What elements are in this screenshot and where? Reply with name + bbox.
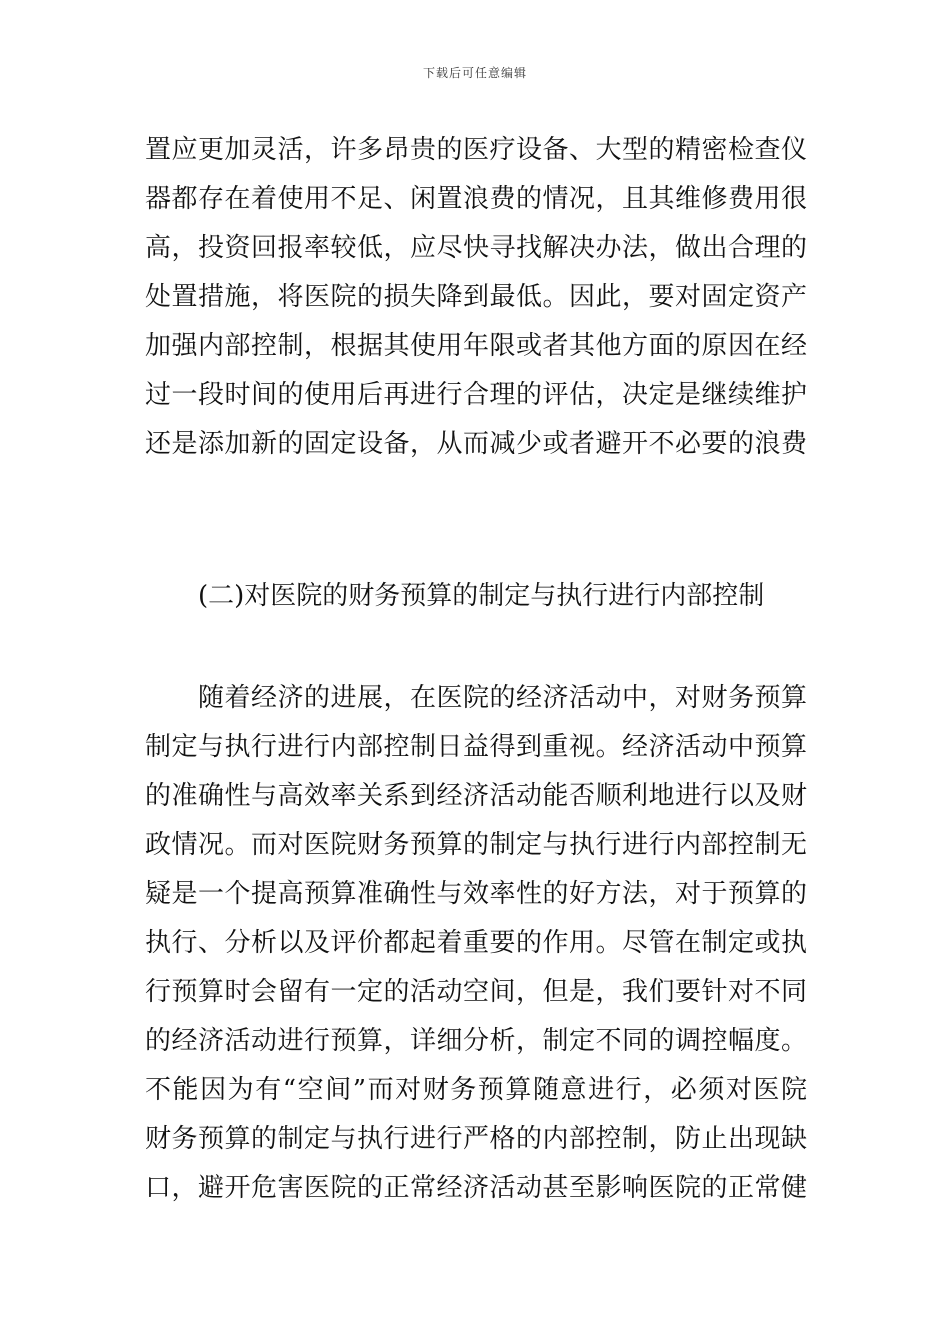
paragraph-line: 的经济活动进行预算，详细分析，制定不同的调控幅度。 bbox=[145, 1026, 807, 1056]
paragraph-line: 政情况。而对医院财务预算的制定与执行进行内部控制无 bbox=[145, 830, 807, 860]
paragraph-line: 口，避开危害医院的正常经济活动甚至影响医院的正常健 bbox=[145, 1173, 807, 1203]
paragraph-line: 疑是一个提高预算准确性与效率性的好方法，对于预算的 bbox=[145, 879, 807, 909]
section-heading: (二)对医院的财务预算的制定与执行进行内部控制 bbox=[198, 581, 765, 611]
paragraph-line: 置应更加灵活，许多昂贵的医疗设备、大型的精密检查仪 bbox=[145, 135, 807, 165]
paragraph-line: 还是添加新的固定设备，从而减少或者避开不必要的浪费 bbox=[145, 429, 807, 459]
header-note: 下载后可任意编辑 bbox=[422, 66, 527, 80]
paragraph-line: 处置措施，将医院的损失降到最低。因此，要对固定资产 bbox=[145, 282, 807, 312]
paragraph-line: 加强内部控制，根据其使用年限或者其他方面的原因在经 bbox=[145, 331, 807, 361]
body-paragraph-1 bbox=[145, 126, 807, 469]
paragraph-line: 过一段时间的使用后再进行合理的评估，决定是继续维护 bbox=[145, 380, 807, 410]
paragraph-line: 制定与执行进行内部控制日益得到重视。经济活动中预算 bbox=[145, 732, 807, 762]
paragraph-line: 执行、分析以及评价都起着重要的作用。尽管在制定或执 bbox=[145, 928, 807, 958]
paragraph-line: 高，投资回报率较低，应尽快寻找解决办法，做出合理的 bbox=[145, 233, 807, 263]
paragraph-line: 随着经济的进展，在医院的经济活动中，对财务预算 bbox=[145, 683, 807, 713]
body-paragraph-2 bbox=[145, 674, 807, 1213]
paragraph-line: 不能因为有“空间”而对财务预算随意进行，必须对医院 bbox=[145, 1075, 807, 1105]
paragraph-line: 器都存在着使用不足、闲置浪费的情况，且其维修费用很 bbox=[145, 184, 807, 214]
paragraph-line: 行预算时会留有一定的活动空间，但是，我们要针对不同 bbox=[145, 977, 807, 1007]
paragraph-line: 财务预算的制定与执行进行严格的内部控制，防止出现缺 bbox=[145, 1124, 807, 1154]
paragraph-line: 的准确性与高效率关系到经济活动能否顺利地进行以及财 bbox=[145, 781, 807, 811]
